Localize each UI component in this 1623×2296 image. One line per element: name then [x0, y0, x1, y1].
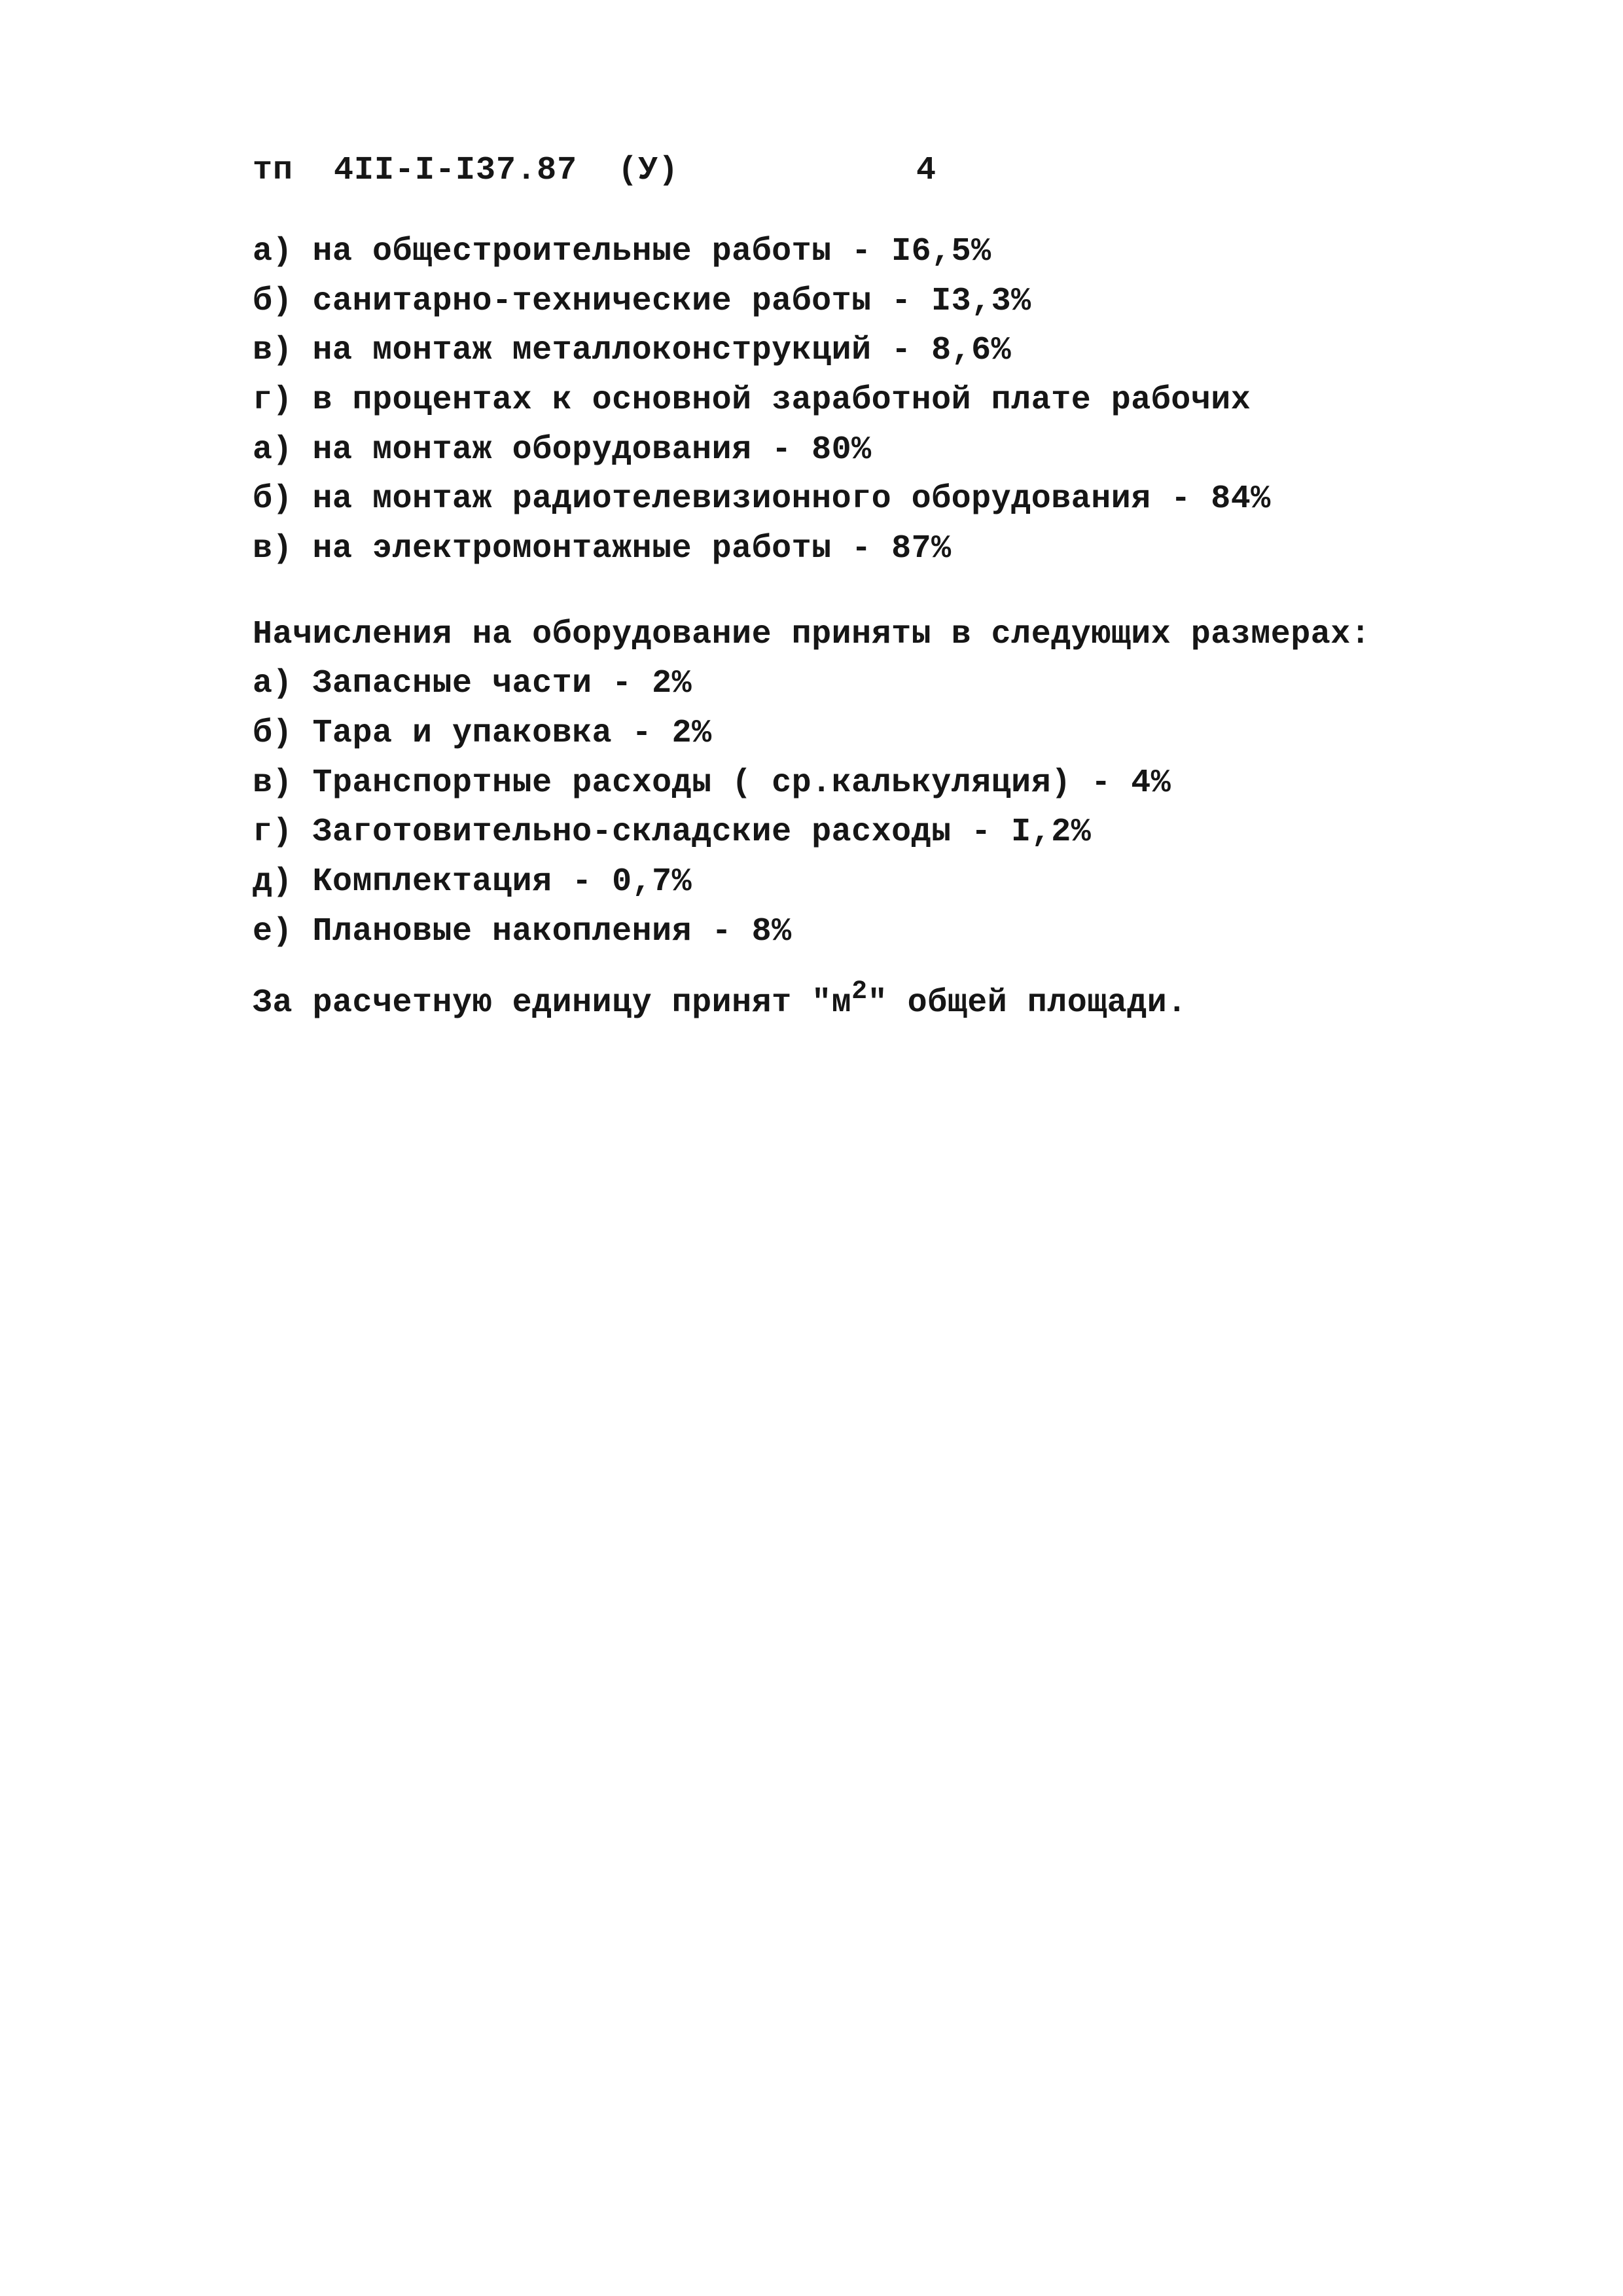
list-item: а) на общестроительные работы - I6,5% — [253, 233, 991, 270]
unit-superscript: 2 — [851, 977, 868, 1007]
list-item: е) Плановые накопления - 8% — [253, 913, 792, 950]
list-item: в) Транспортные расходы ( ср.калькуляция) - 4% — [253, 764, 1171, 802]
list-item: г) в процентах к основной заработной плате рабочих — [253, 382, 1251, 419]
list-item: а) Запасные части - 2% — [253, 665, 692, 702]
list-item: в) на электромонтажные работы - 87% — [253, 530, 952, 567]
list-item: а) на монтаж оборудования - 80% — [253, 431, 872, 469]
page-number: 4 — [916, 152, 937, 189]
document-code: тп 4II-I-I37.87 (У) — [253, 152, 679, 189]
charges-heading: Начисления на оборудование приняты в следующих размерах: — [253, 616, 1371, 653]
list-item: в) на монтаж металлоконструкций - 8,6% — [253, 332, 1012, 369]
list-item: г) Заготовительно-складские расходы - I,2% — [253, 814, 1092, 851]
list-item: б) Тара и упаковка - 2% — [253, 715, 712, 752]
unit-sentence-end: " общей площади. — [867, 984, 1187, 1022]
list-item: д) Комплектация - 0,7% — [253, 863, 692, 901]
list-item: б) санитарно-технические работы - I3,3% — [253, 283, 1031, 320]
list-item: б) на монтаж радиотелевизионного оборудования - 84% — [253, 480, 1271, 518]
page-header — [253, 152, 1038, 198]
unit-sentence — [253, 977, 1187, 1022]
unit-sentence-start: За расчетную единицу принят "м — [253, 984, 852, 1022]
